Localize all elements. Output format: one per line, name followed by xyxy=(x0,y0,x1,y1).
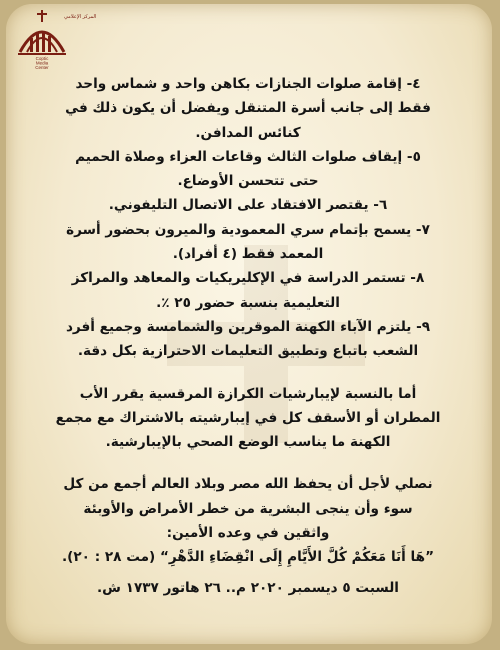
item-5 xyxy=(18,145,478,194)
document-frame xyxy=(6,4,492,644)
item-5-line-1: ٥- إيقاف صلوات الثالث وقاعات العزاء وصلاة الحميم xyxy=(75,148,421,165)
item-8-line-1: ٨- تستمر الدراسة في الإكليريكيات والمعاهد والمراكز xyxy=(71,270,425,287)
date-line: السبت ٥ ديسمبر ٢٠٢٠ م.. ٢٦ هاتور ١٧٣٧ ش. xyxy=(97,579,399,596)
item-6-line-1: ٦- يقتصر الافتقاد على الاتصال التليفوني. xyxy=(108,197,388,214)
item-4-line-1: ٤- إقامة صلوات الجنازات بكاهن واحد و شماس واحد xyxy=(75,76,421,92)
item-7-line-1: ٧- يسمح بإتمام سري المعمودية والميرون بحضور أسرة xyxy=(66,221,430,238)
item-4 xyxy=(18,72,478,145)
dioceses-line-1: أما بالنسبة لإيبارشيات الكرازة المرقسية يقرر الأب xyxy=(79,385,417,402)
prayer-paragraph xyxy=(18,472,478,569)
dioceses-line-2: المطران أو الأسقف كل في إيبارشيته بالاشتراك مع مجمع xyxy=(55,409,441,426)
logo-header-text: المركز الإعلامي xyxy=(64,14,97,20)
spacer xyxy=(18,454,478,472)
item-5-line-2: حتى تتحسن الأوضاع. xyxy=(177,173,319,190)
item-9-line-2: الشعب باتباع وتطبيق التعليمات الاحترازية بكل دقة. xyxy=(77,343,419,360)
logo-caption-1: Coptic xyxy=(35,56,49,61)
item-4-line-3: كنائس المدافن. xyxy=(195,124,301,141)
prayer-line-3: واثقين في وعده الأمين: xyxy=(166,525,330,542)
item-9-line-1: ٩- يلتزم الآباء الكهنة الموقرين والشمامسة وجميع أفرد xyxy=(65,318,431,335)
dioceses-paragraph xyxy=(18,382,478,455)
prayer-line-1: نصلي لأجل أن يحفظ الله مصر وبلاد العالم أجمع من كل xyxy=(63,476,433,493)
bible-verse: ”هَا أَنَا مَعَكُمْ كُلَّ الأَيَّامِ إِلَى انْقِضَاءِ الدَّهْرِ“ (مت ٢٨ : ٢٠). xyxy=(61,549,435,566)
prayer-line-2: سوء وأن ينجى البشرية من خطر الأمراض والأوبئة xyxy=(83,500,413,517)
spacer xyxy=(18,364,478,382)
dioceses-line-3: الكهنة ما يناسب الوضع الصحي بالإيبارشية. xyxy=(105,434,391,451)
logo-caption-2: Media xyxy=(35,60,49,66)
church-logo-icon xyxy=(12,8,72,70)
item-8 xyxy=(18,266,478,315)
announcement-body xyxy=(18,72,478,600)
item-7 xyxy=(18,218,478,267)
item-9 xyxy=(18,315,478,364)
item-7-line-2: المعمد فقط (٤ أفراد). xyxy=(172,246,324,263)
item-8-line-2: التعليمية بنسبة حضور ٢٥ ٪. xyxy=(156,294,340,311)
item-4-line-2: فقط إلى جانب أسرة المتنقل ويفضل أن يكون ذلك في xyxy=(65,100,431,117)
logo-caption-3: Center xyxy=(35,65,49,70)
item-6 xyxy=(18,193,478,217)
